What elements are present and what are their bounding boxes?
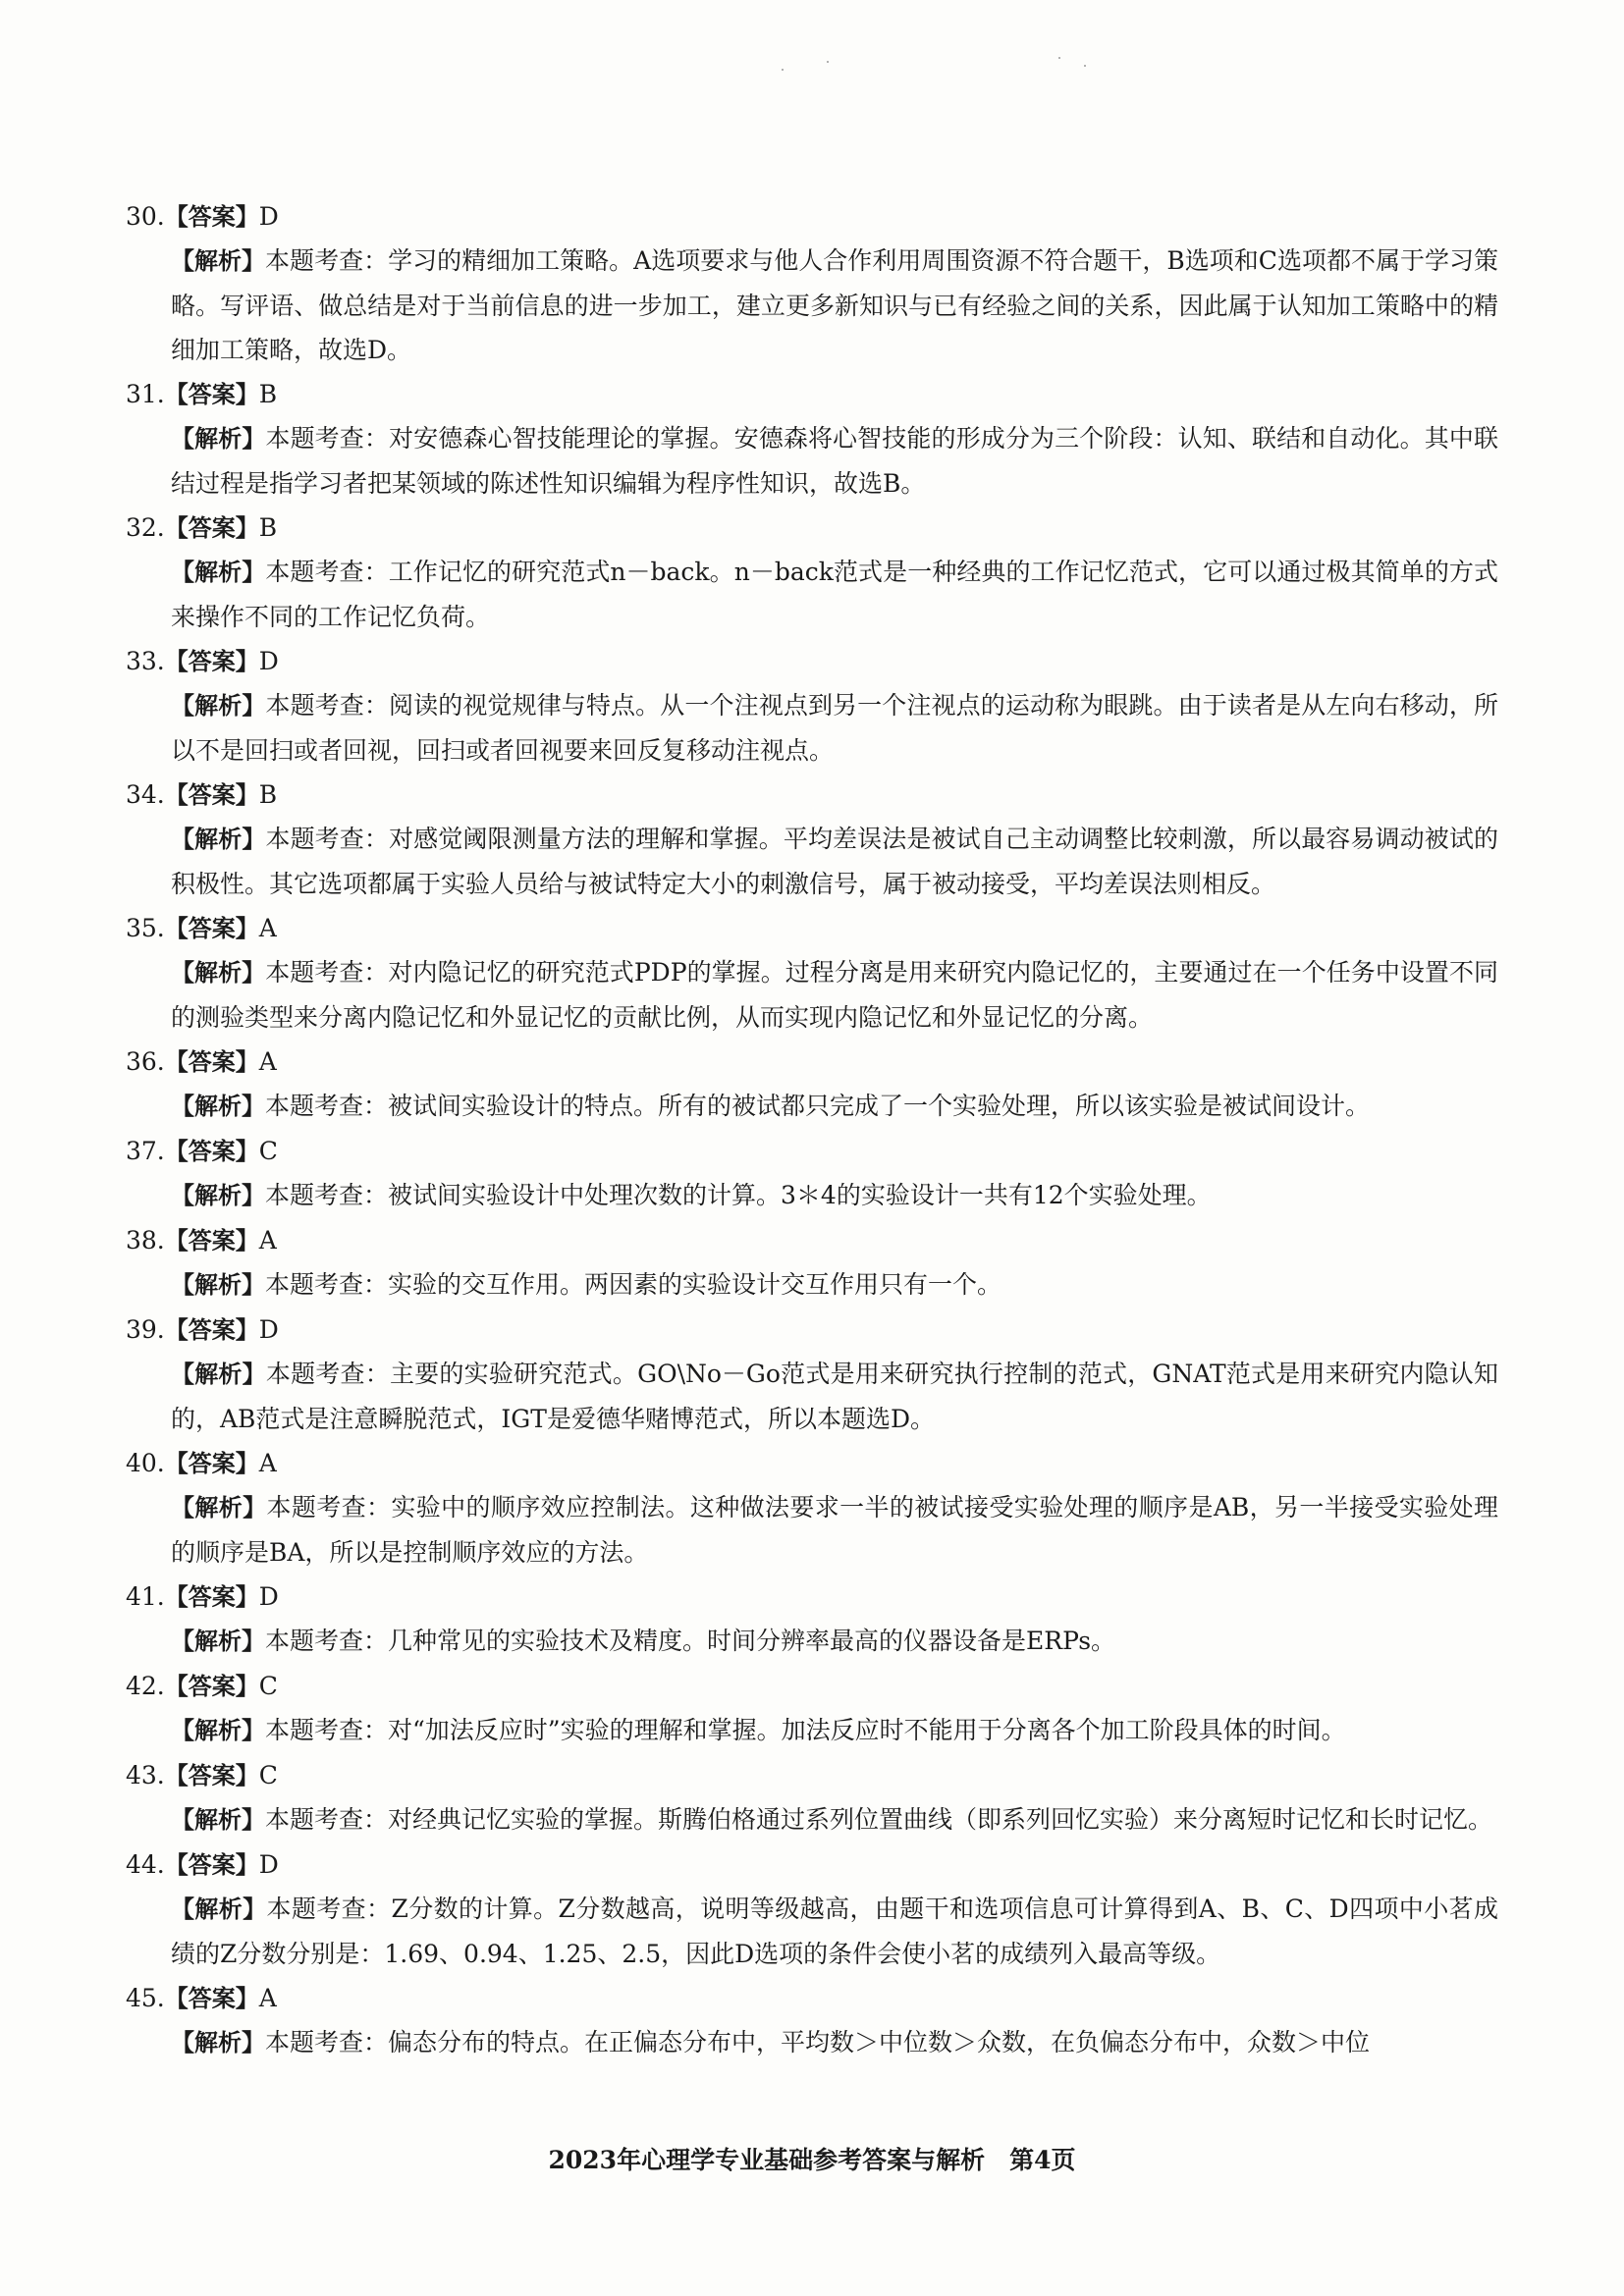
answer-item	[126, 1753, 1498, 1842]
analysis-block	[171, 1173, 1498, 1218]
answer-line	[126, 1040, 1498, 1084]
answer-item	[126, 1842, 1498, 1976]
analysis-tag: 【解析】	[171, 2029, 265, 2056]
question-number: 39.	[126, 1315, 165, 1344]
answer-value: B	[258, 780, 278, 809]
answer-line	[126, 1575, 1498, 1619]
answer-line	[126, 639, 1498, 683]
analysis-text: 本题考查：被试间实验设计的特点。所有的被试都只完成了一个实验处理，所以该实验是被试间设计。	[265, 1092, 1371, 1120]
question-number: 38.	[126, 1226, 165, 1255]
answer-value: D	[258, 1582, 279, 1611]
answer-tag: 【答案】	[164, 781, 259, 809]
analysis-tag: 【解析】	[171, 1896, 267, 1923]
analysis-block	[171, 1485, 1498, 1575]
question-number: 42.	[126, 1672, 165, 1700]
question-number: 40.	[126, 1449, 165, 1477]
analysis-text: 本题考查：阅读的视觉规律与特点。从一个注视点到另一个注视点的运动称为眼跳。由于读者是从左向右移动，所以不是回扫或者回视，回扫或者回视要来回反复移动注视点。	[171, 691, 1498, 765]
answer-value: A	[258, 1047, 277, 1076]
answer-value: A	[258, 1449, 277, 1477]
answer-tag: 【答案】	[164, 203, 259, 231]
answer-tag: 【答案】	[164, 1583, 259, 1611]
answer-value: D	[258, 1315, 279, 1344]
analysis-tag: 【解析】	[171, 826, 266, 853]
analysis-text: 本题考查：几种常见的实验技术及精度。时间分辨率最高的仪器设备是ERPs。	[265, 1627, 1116, 1655]
analysis-block	[171, 239, 1498, 372]
answer-item	[126, 1308, 1498, 1441]
question-number: 43.	[126, 1761, 165, 1789]
analysis-tag: 【解析】	[171, 1182, 265, 1209]
answer-tag: 【答案】	[164, 648, 259, 675]
analysis-text: 本题考查：被试间实验设计中处理次数的计算。3＊4的实验设计一共有12个实验处理。	[265, 1181, 1212, 1209]
answer-line	[126, 1976, 1498, 2020]
answer-list	[126, 194, 1498, 2065]
question-number: 44.	[126, 1850, 165, 1879]
analysis-text: 本题考查：偏态分布的特点。在正偏态分布中，平均数＞中位数＞众数，在负偏态分布中，众数＞中位	[265, 2028, 1371, 2056]
question-number: 32.	[126, 513, 165, 542]
answer-value: C	[258, 1761, 278, 1789]
answer-item	[126, 906, 1498, 1040]
answer-item	[126, 1040, 1498, 1129]
scan-speck	[782, 69, 784, 71]
analysis-tag: 【解析】	[171, 247, 266, 275]
answer-tag: 【答案】	[164, 1048, 259, 1076]
analysis-tag: 【解析】	[171, 559, 266, 586]
answer-tag: 【答案】	[164, 381, 259, 408]
analysis-block	[171, 1619, 1498, 1664]
analysis-block	[171, 416, 1498, 506]
answer-value: A	[258, 1984, 277, 2012]
answer-item	[126, 1575, 1498, 1664]
answer-value: B	[258, 380, 278, 408]
answer-value: D	[258, 647, 279, 675]
answer-tag: 【答案】	[164, 1673, 259, 1700]
analysis-text: 本题考查：对内隐记忆的研究范式PDP的掌握。过程分离是用来研究内隐记忆的，主要通过在一个任务中设置不同的测验类型来分离内隐记忆和外显记忆的贡献比例，从而实现内隐记忆和外显记忆的分离。	[171, 958, 1498, 1032]
analysis-block	[171, 817, 1498, 906]
answer-value: B	[258, 513, 278, 542]
analysis-tag: 【解析】	[171, 1806, 265, 1834]
answer-line	[126, 372, 1498, 416]
analysis-block	[171, 1797, 1498, 1842]
question-number: 37.	[126, 1137, 165, 1165]
analysis-block	[171, 1262, 1498, 1308]
scan-speck	[1058, 57, 1060, 59]
analysis-tag: 【解析】	[171, 1361, 266, 1388]
answer-value: D	[258, 1850, 279, 1879]
answer-line	[126, 194, 1498, 239]
answer-tag: 【答案】	[164, 514, 259, 542]
answer-value: C	[258, 1672, 278, 1700]
analysis-text: 本题考查：对感觉阈限测量方法的理解和掌握。平均差误法是被试自己主动调整比较刺激，所以最容易调动被试的积极性。其它选项都属于实验人员给与被试特定大小的刺激信号，属于被动接受，平均差误法则相反。	[171, 825, 1498, 898]
analysis-tag: 【解析】	[171, 692, 266, 720]
analysis-block	[171, 1708, 1498, 1753]
analysis-text: 本题考查：工作记忆的研究范式n－back。n－back范式是一种经典的工作记忆范式，它可以通过极其简单的方式来操作不同的工作记忆负荷。	[171, 558, 1498, 631]
answer-line	[126, 773, 1498, 817]
analysis-text: 本题考查：对安德森心智技能理论的掌握。安德森将心智技能的形成分为三个阶段：认知、联结和自动化。其中联结过程是指学习者把某领域的陈述性知识编辑为程序性知识，故选B。	[171, 424, 1498, 498]
answer-item	[126, 1218, 1498, 1308]
answer-item	[126, 773, 1498, 906]
answer-line	[126, 906, 1498, 950]
analysis-text: 本题考查：对经典记忆实验的掌握。斯腾伯格通过系列位置曲线（即系列回忆实验）来分离短时记忆和长时记忆。	[265, 1805, 1493, 1834]
question-number: 35.	[126, 914, 165, 942]
analysis-tag: 【解析】	[171, 959, 266, 987]
answer-item	[126, 372, 1498, 506]
analysis-text: 本题考查：实验的交互作用。两因素的实验设计交互作用只有一个。	[265, 1270, 1002, 1299]
analysis-block	[171, 1084, 1498, 1129]
question-number: 33.	[126, 647, 165, 675]
answer-tag: 【答案】	[164, 915, 259, 942]
analysis-tag: 【解析】	[171, 1717, 265, 1744]
question-number: 36.	[126, 1047, 165, 1076]
answer-item	[126, 1664, 1498, 1753]
analysis-tag: 【解析】	[171, 1628, 265, 1655]
question-number: 34.	[126, 780, 165, 809]
answer-tag: 【答案】	[164, 1450, 259, 1477]
analysis-tag: 【解析】	[171, 1271, 265, 1299]
analysis-block	[171, 950, 1498, 1040]
answer-line	[126, 1842, 1498, 1887]
answer-tag: 【答案】	[164, 1316, 259, 1344]
analysis-block	[171, 683, 1498, 773]
answer-line	[126, 1129, 1498, 1173]
page-footer: 2023年心理学专业基础参考答案与解析 第4页	[548, 2146, 1076, 2174]
analysis-tag: 【解析】	[171, 1093, 265, 1120]
answer-item	[126, 639, 1498, 773]
question-number: 30.	[126, 202, 165, 231]
answer-tag: 【答案】	[164, 1985, 259, 2012]
analysis-text: 本题考查：Z分数的计算。Z分数越高，说明等级越高，由题干和选项信息可计算得到A、B、C、D四项中小茗成绩的Z分数分别是：1.69、0.94、1.25、2.5，因此D选项的条件会使小茗的成绩列入最高等级。	[171, 1895, 1499, 1968]
answer-value: D	[258, 202, 279, 231]
answer-line	[126, 1308, 1498, 1352]
question-number: 41.	[126, 1582, 165, 1611]
analysis-text: 本题考查：学习的精细加工策略。A选项要求与他人合作利用周围资源不符合题干，B选项和C选项都不属于学习策略。写评语、做总结是对于当前信息的进一步加工，建立更多新知识与已有经验之间的关系，因此属于认知加工策略中的精细加工策略，故选D。	[171, 246, 1499, 364]
analysis-text: 本题考查：实验中的顺序效应控制法。这种做法要求一半的被试接受实验处理的顺序是AB，另一半接受实验处理的顺序是BA，所以是控制顺序效应的方法。	[171, 1493, 1499, 1567]
answer-tag: 【答案】	[164, 1227, 259, 1255]
analysis-block	[171, 2020, 1498, 2065]
answer-item	[126, 1129, 1498, 1218]
analysis-block	[171, 1887, 1498, 1976]
answer-item	[126, 1976, 1498, 2065]
answer-line	[126, 506, 1498, 550]
scan-speck	[1084, 65, 1086, 67]
answer-line	[126, 1753, 1498, 1797]
answer-item	[126, 1441, 1498, 1575]
question-number: 45.	[126, 1984, 165, 2012]
analysis-block	[171, 550, 1498, 639]
analysis-text: 本题考查：主要的实验研究范式。GO\No－Go范式是用来研究执行控制的范式，GNAT范式是用来研究内隐认知的，AB范式是注意瞬脱范式，IGT是爱德华赌博范式，所以本题选D。	[171, 1360, 1498, 1433]
analysis-tag: 【解析】	[171, 425, 266, 453]
answer-line	[126, 1664, 1498, 1708]
scan-speck	[827, 61, 829, 63]
analysis-tag: 【解析】	[171, 1494, 267, 1522]
question-number: 31.	[126, 380, 165, 408]
analysis-block	[171, 1352, 1498, 1441]
answer-item	[126, 506, 1498, 639]
answer-tag: 【答案】	[164, 1138, 259, 1165]
answer-tag: 【答案】	[164, 1762, 259, 1789]
answer-value: A	[258, 1226, 277, 1255]
answer-item	[126, 194, 1498, 372]
answer-value: A	[258, 914, 277, 942]
answer-line	[126, 1441, 1498, 1485]
answer-line	[126, 1218, 1498, 1262]
answer-value: C	[258, 1137, 278, 1165]
answer-tag: 【答案】	[164, 1851, 259, 1879]
analysis-text: 本题考查：对“加法反应时”实验的理解和掌握。加法反应时不能用于分离各个加工阶段具体的时间。	[265, 1716, 1346, 1744]
